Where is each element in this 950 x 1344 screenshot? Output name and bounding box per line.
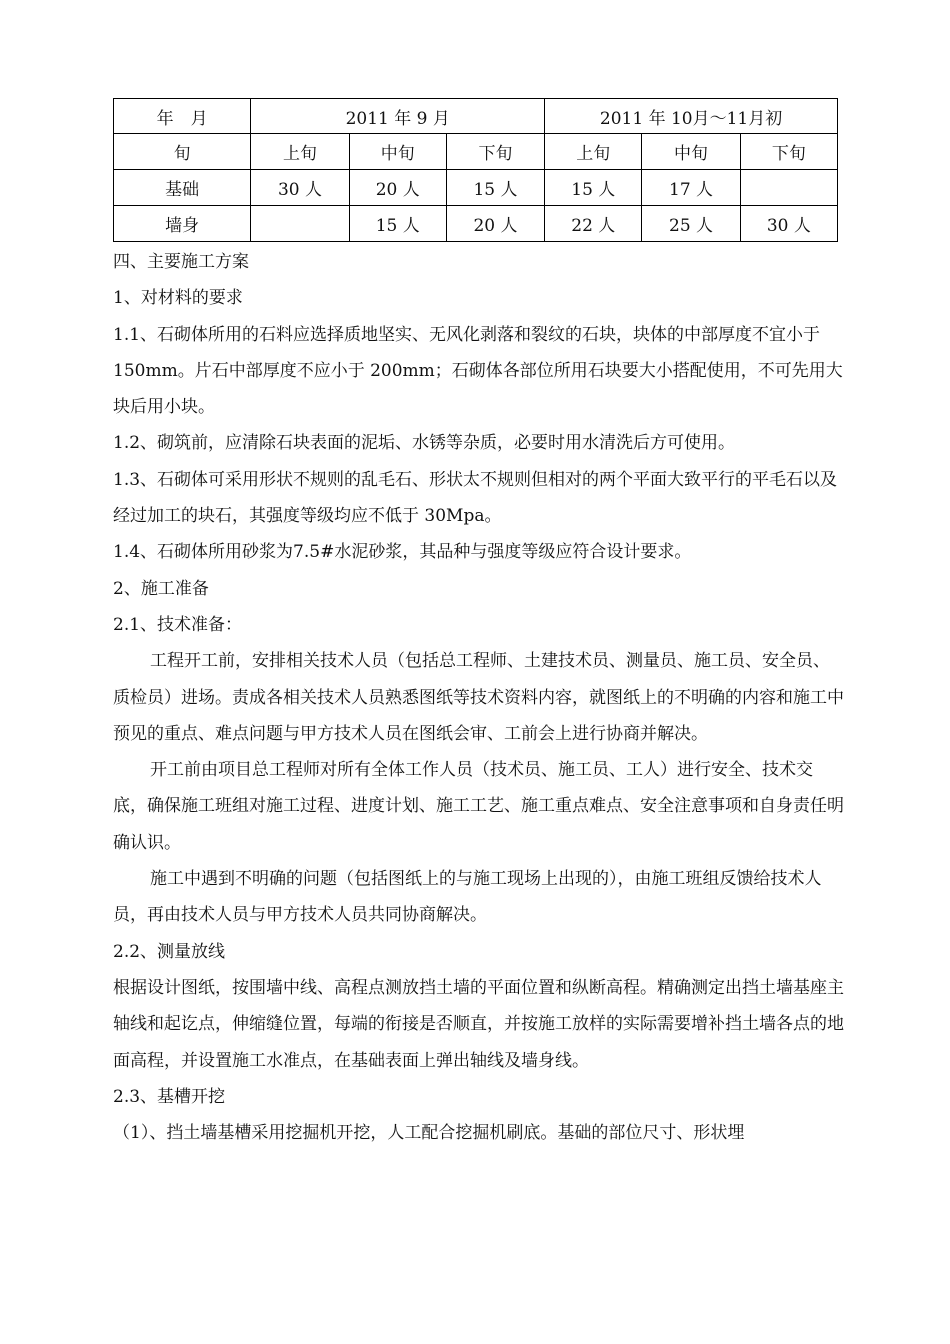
paragraph: 1.4、石砌体所用砂浆为7.5#水泥砂浆，其品种与强度等级应符合设计要求。	[113, 542, 692, 563]
paragraph: 1.1、石砌体所用的石料应选择质地坚实、无风化剥落和裂纹的石块，块体的中部厚度不宜小于 150mm。片石中部厚度不应小于 200mm；石砌体各部位所用石块要大小搭配使用，不可先用大块后用小块。	[113, 324, 843, 418]
paragraph: 施工中遇到不明确的问题（包括图纸上的与施工现场上出现的），由施工班组反馈给技术人员，再由技术人员与甲方技术人员共同协商解决。	[113, 869, 822, 926]
table-cell: 20 人	[349, 170, 446, 206]
table-cell: 17 人	[642, 170, 740, 206]
paragraph: （1）、挡土墙基槽采用挖掘机开挖，人工配合挖掘机刷底。基础的部位尺寸、形状埋	[113, 1123, 745, 1144]
paragraph: 工程开工前，安排相关技术人员（包括总工程师、土建技术员、测量员、施工员、安全员、质检员）进场。责成各相关技术人员熟悉图纸等技术资料内容，就图纸上的不明确的内容和施工中预见的重点、难点问题与甲方技术人员在图纸会审、工前会上进行协商并解决。	[113, 651, 844, 744]
table-cell	[740, 170, 837, 206]
table-cell: 15 人	[446, 170, 544, 206]
table-cell: 上旬	[545, 134, 642, 170]
table-header-row	[114, 99, 838, 134]
table-cell: 22 人	[545, 206, 642, 242]
table-cell	[251, 206, 349, 242]
table-cell: 中旬	[349, 134, 446, 170]
table-cell: 20 人	[446, 206, 544, 242]
table-cell: 15 人	[545, 170, 642, 206]
document-body	[113, 244, 845, 1151]
table-cell: 25 人	[642, 206, 740, 242]
table-cell: 上旬	[251, 134, 349, 170]
table-cell: 基础	[114, 170, 251, 206]
table-cell: 下旬	[446, 134, 544, 170]
paragraph: 1.2、砌筑前，应清除石块表面的泥垢、水锈等杂质，必要时用水清洗后方可使用。	[113, 433, 736, 454]
table-cell: 旬	[114, 134, 251, 170]
labor-schedule-table	[113, 98, 838, 242]
table-period-row	[114, 134, 838, 170]
table-cell: 30 人	[251, 170, 349, 206]
paragraph: 开工前由项目总工程师对所有全体工作人员（技术员、施工员、工人）进行安全、技术交底，确保施工班组对施工过程、进度计划、施工工艺、施工重点难点、安全注意事项和自身责任明确认识。	[113, 760, 844, 853]
table-cell: 2011 年 10月～11月初	[545, 99, 838, 134]
paragraph: 2.2、测量放线	[113, 941, 226, 962]
table-row	[114, 206, 838, 242]
paragraph: 1、对材料的要求	[113, 288, 243, 309]
table-row	[114, 170, 838, 206]
table-cell: 2011 年 9 月	[251, 99, 545, 134]
table-cell: 下旬	[740, 134, 837, 170]
paragraph: 四、主要施工方案	[113, 252, 249, 272]
table-cell: 年 月	[114, 99, 251, 134]
paragraph: 1.3、石砌体可采用形状不规则的乱毛石、形状太不规则但相对的两个平面大致平行的平毛石以及经过加工的块石，其强度等级均应不低于 30Mpa。	[113, 469, 838, 527]
table-cell: 墙身	[114, 206, 251, 242]
table-cell: 30 人	[740, 206, 837, 242]
paragraph: 2、施工准备	[113, 578, 209, 599]
paragraph: 根据设计图纸，按围墙中线、高程点测放挡土墙的平面位置和纵断高程。精确测定出挡土墙基座主轴线和起讫点，伸缩缝位置，每端的衔接是否顺直，并按施工放样的实际需要增补挡土墙各点的地面高程，并设置施工水准点，在基础表面上弹出轴线及墙身线。	[113, 977, 844, 1071]
table-cell: 中旬	[642, 134, 740, 170]
table-cell: 15 人	[349, 206, 446, 242]
paragraph: 2.1、技术准备：	[113, 614, 243, 635]
paragraph: 2.3、基槽开挖	[113, 1086, 226, 1107]
